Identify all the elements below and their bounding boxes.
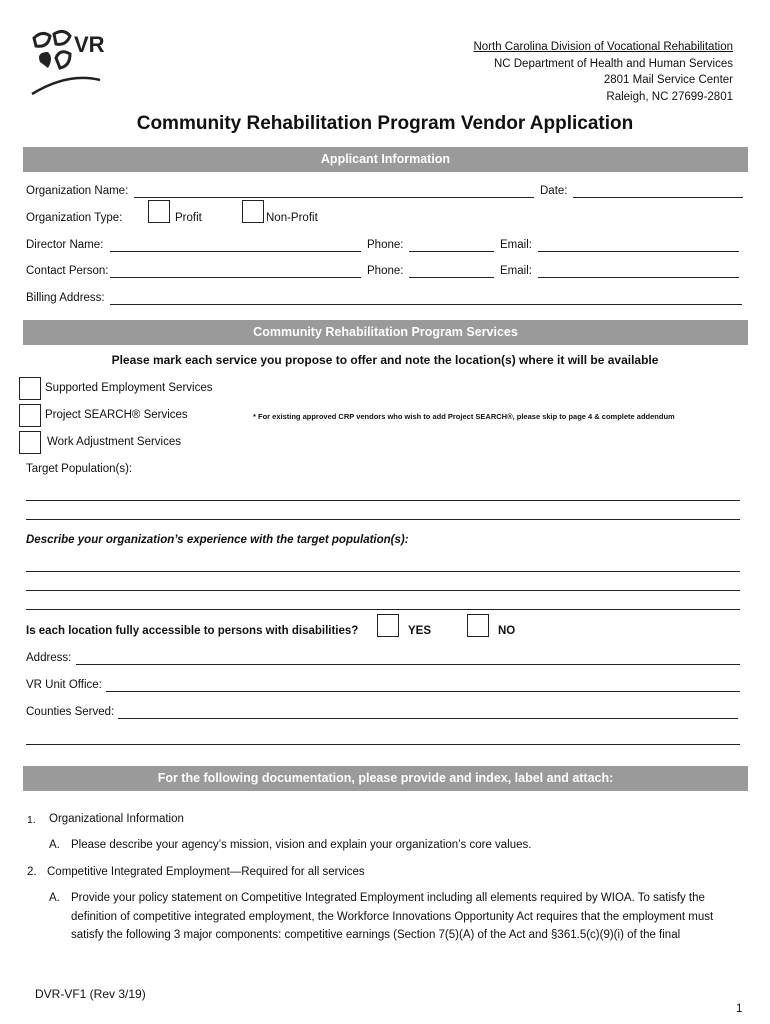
experience-line-2[interactable] [26, 590, 740, 591]
experience-line-3[interactable] [26, 609, 740, 610]
address-line-3: 2801 Mail Service Center [603, 74, 733, 86]
counties-label: Counties Served: [26, 706, 115, 718]
org-name-field[interactable] [134, 197, 534, 198]
accessible-yes-checkbox[interactable] [377, 614, 399, 637]
contact-phone-label: Phone: [367, 265, 404, 277]
accessible-no-label: NO [498, 625, 516, 637]
contact-phone-field[interactable] [409, 277, 494, 278]
date-label: Date: [540, 185, 568, 197]
item-1a-text: Please describe your agency’s mission, vision and explain your organization’s core values. [71, 839, 532, 851]
billing-label: Billing Address: [26, 292, 105, 304]
experience-line-1[interactable] [26, 571, 740, 572]
address-line-4: Raleigh, NC 27699-2801 [606, 90, 733, 103]
supported-employment-checkbox[interactable] [19, 377, 41, 400]
target-population-label: Target Population(s): [26, 463, 133, 475]
address-line-2: NC Department of Health and Human Services [493, 57, 733, 70]
contact-field[interactable] [110, 277, 361, 278]
crp-services-banner: Community Rehabilitation Program Services [23, 320, 748, 345]
billing-field[interactable] [110, 304, 742, 305]
item-1a-letter: A. [49, 839, 60, 851]
agency-address [473, 39, 733, 105]
nonprofit-label: Non-Profit [266, 212, 318, 224]
nonprofit-checkbox[interactable] [242, 200, 264, 223]
date-field[interactable] [573, 197, 743, 198]
director-email-label: Email: [500, 239, 532, 251]
location-address-label: Address: [26, 652, 72, 664]
contact-email-field[interactable] [538, 277, 739, 278]
item-2a-letter: A. [49, 892, 60, 904]
project-search-note: * For existing approved CRP vendors who wish to add Project SEARCH®, please skip to page 4 & complete addendum [253, 412, 675, 421]
location-address-field[interactable] [76, 664, 740, 665]
director-email-field[interactable] [538, 251, 739, 252]
target-population-line-1[interactable] [26, 500, 740, 501]
work-adjustment-checkbox[interactable] [19, 431, 41, 454]
address-line-1: North Carolina Division of Vocational Rehabilitation [473, 41, 733, 53]
contact-email-label: Email: [500, 265, 532, 277]
contact-label: Contact Person: [26, 265, 109, 277]
vr-office-label: VR Unit Office: [26, 679, 102, 691]
director-label: Director Name: [26, 239, 104, 251]
page-title: Community Rehabilitation Program Vendor Application [136, 113, 634, 134]
experience-label: Describe your organization’s experience with the target population(s): [26, 534, 409, 546]
vr-logo [28, 28, 118, 98]
director-field[interactable] [110, 251, 361, 252]
project-search-label: Project SEARCH® Services [45, 409, 188, 421]
project-search-checkbox[interactable] [19, 404, 41, 427]
item-2-number: 2. [27, 866, 37, 878]
accessible-yes-label: YES [408, 625, 432, 637]
org-type-label: Organization Type: [26, 212, 123, 224]
documentation-banner: For the following documentation, please provide and index, label and attach: [23, 766, 748, 791]
org-name-label: Organization Name: [26, 185, 129, 197]
item-1-text: Organizational Information [49, 813, 184, 825]
target-population-line-2[interactable] [26, 519, 740, 520]
counties-field[interactable] [118, 718, 738, 719]
work-adjustment-label: Work Adjustment Services [47, 436, 182, 448]
applicant-info-banner: Applicant Information [23, 147, 748, 172]
counties-line-2[interactable] [26, 744, 740, 745]
page-number: 1 [736, 1003, 743, 1015]
logo-text: VR [74, 32, 105, 57]
vr-office-field[interactable] [106, 691, 740, 692]
accessible-question: Is each location fully accessible to persons with disabilities? [26, 625, 359, 637]
supported-employment-label: Supported Employment Services [45, 382, 213, 394]
form-id: DVR-VF1 (Rev 3/19) [35, 987, 146, 1001]
item-1-number: 1. [27, 814, 36, 826]
profit-checkbox[interactable] [148, 200, 170, 223]
services-instruction: Please mark each service you propose to offer and note the location(s) where it will be available [111, 353, 659, 367]
profit-label: Profit [175, 212, 202, 224]
director-phone-label: Phone: [367, 239, 404, 251]
accessible-no-checkbox[interactable] [467, 614, 489, 637]
item-2a-text: Provide your policy statement on Competitive Integrated Employment including all elements required by WIOA. To satisfy the definition of competitive integrated employment, the Workforce Innovations Opportunity Act requires that the employment must satisfy the following 3 major components: competitive earnings (Section 7(5)(A) of the Act and §361.5(c)(9)(i) of the final [71, 892, 714, 941]
director-phone-field[interactable] [409, 251, 494, 252]
item-2-text: Competitive Integrated Employment—Required for all services [47, 866, 365, 878]
